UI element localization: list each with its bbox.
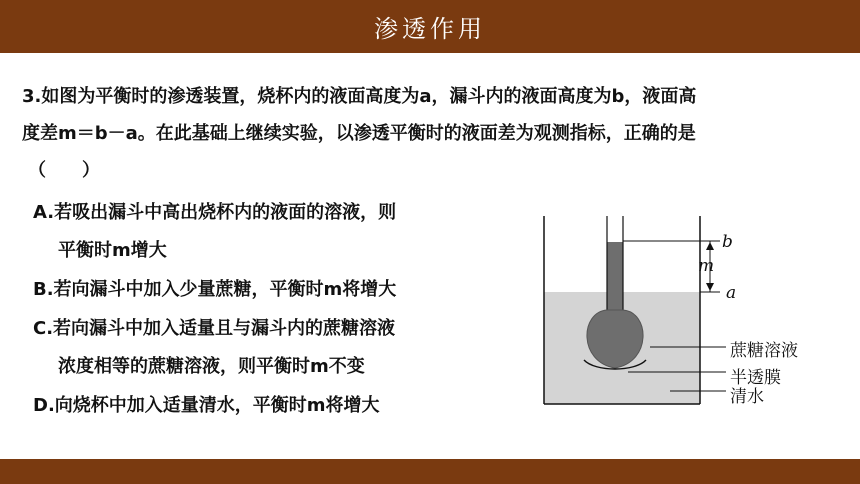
label-m: m	[698, 256, 715, 276]
label-a: a	[726, 283, 737, 303]
osmosis-diagram	[540, 212, 840, 412]
arrow-up-icon	[706, 242, 714, 250]
question-line-1: 3.如图为平衡时的渗透装置，烧杯内的液面高度为a，漏斗内的液面高度为b，液面高	[22, 86, 697, 107]
arrow-down-icon	[706, 283, 714, 291]
label-semipermeable-membrane: 半透膜	[730, 368, 781, 388]
option-d: D.向烧杯中加入适量清水，平衡时m将增大	[33, 395, 380, 416]
option-c-line-1: C.若向漏斗中加入适量且与漏斗内的蔗糖溶液	[33, 318, 396, 339]
option-b: B.若向漏斗中加入少量蔗糖，平衡时m将增大	[33, 279, 397, 300]
label-clear-water: 清水	[730, 387, 764, 407]
option-c-line-2: 浓度相等的蔗糖溶液，则平衡时m不变	[58, 356, 365, 377]
question-line-2: 度差m＝b－a。在此基础上继续实验，以渗透平衡时的液面差为观测指标，正确的是	[22, 123, 696, 144]
answer-blank: （ ）	[28, 160, 100, 181]
option-a-line-1: A.若吸出漏斗中高出烧杯内的液面的溶液，则	[33, 202, 397, 223]
label-b: b	[722, 232, 733, 252]
footer-bar	[0, 459, 860, 484]
header-bar	[0, 0, 860, 53]
label-sucrose-solution: 蔗糖溶液	[730, 341, 798, 361]
page-title: 渗透作用	[374, 15, 486, 43]
option-a-line-2: 平衡时m增大	[58, 240, 167, 261]
osmosis-diagram-svg	[540, 212, 840, 412]
